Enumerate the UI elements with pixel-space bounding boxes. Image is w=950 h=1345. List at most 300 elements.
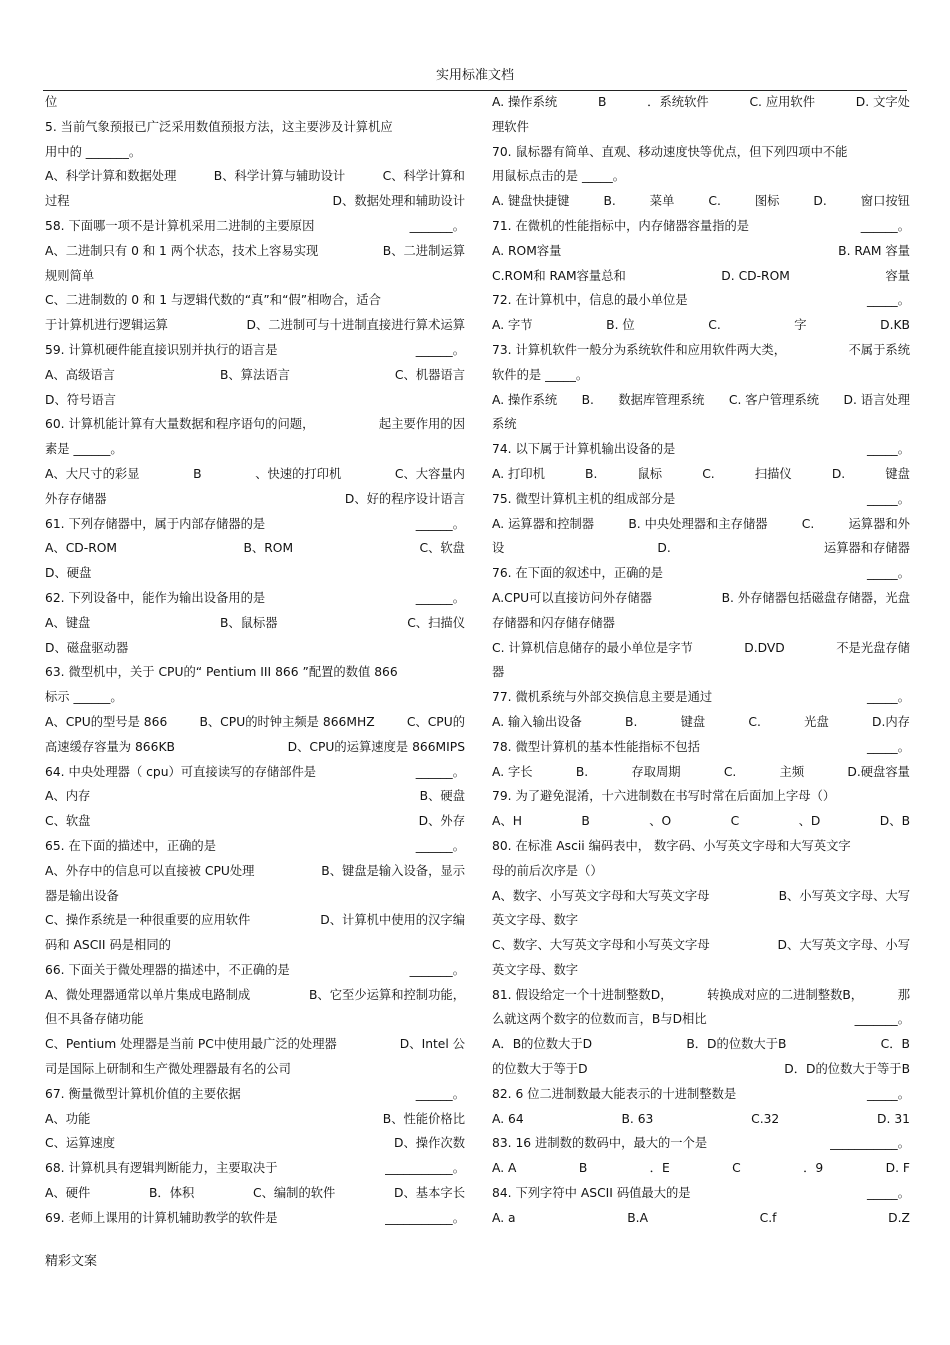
text-line <box>492 983 910 1008</box>
text-segment: _____。 <box>866 690 910 705</box>
text-segment: 存取周期 <box>631 764 681 779</box>
text-line <box>492 611 910 636</box>
text-segment: 过程 <box>45 194 70 209</box>
text-segment: 系统 <box>492 417 517 432</box>
text-segment: 器是输出设备 <box>45 888 119 903</box>
text-segment: 71. 在微机的性能指标中，内存储器容量指的是 <box>492 218 750 233</box>
text-segment: B. 外存储器包括磁盘存储器，光盘 <box>721 590 910 605</box>
text-line <box>492 735 910 760</box>
text-segment: B、二进制运算 <box>382 243 465 258</box>
text-segment: 76. 在下面的叙述中，正确的是 <box>492 566 664 581</box>
text-line <box>492 958 910 983</box>
text-segment: B. <box>581 392 594 407</box>
text-segment: D、基本字长 <box>394 1186 465 1201</box>
text-segment: 69. 老师上课用的计算机辅助教学的软件是 <box>45 1210 278 1225</box>
text-segment: C.ROM和 RAM容量总和 <box>492 268 626 283</box>
left-column <box>45 90 465 1231</box>
text-line <box>45 239 465 264</box>
text-segment: B、算法语言 <box>219 367 290 382</box>
text-segment: 起主要作用的因 <box>378 417 465 432</box>
text-segment: B、它至少运算和控制功能， <box>309 987 465 1002</box>
text-line <box>45 512 465 537</box>
text-segment: 的位数大于等于D <box>492 1062 588 1077</box>
text-segment: 软件的是 _____。 <box>492 367 589 382</box>
text-line <box>492 784 910 809</box>
text-line <box>492 660 910 685</box>
text-line <box>45 586 465 611</box>
text-segment: 但不具备存储功能 <box>45 1012 144 1027</box>
text-line <box>492 189 910 214</box>
text-segment: C、扫描仪 <box>407 615 465 630</box>
text-segment: A、内存 <box>45 789 91 804</box>
text-line <box>45 90 465 115</box>
text-segment: D、外存 <box>418 814 465 829</box>
text-segment: 65. 在下面的描述中，正确的是 <box>45 838 217 853</box>
text-segment: D. 文字处 <box>855 95 910 109</box>
text-line <box>45 1107 465 1132</box>
text-segment: D.内存 <box>871 714 910 729</box>
text-segment: _____。 <box>866 1086 910 1101</box>
text-segment: _____。 <box>866 293 910 308</box>
text-line <box>45 1181 465 1206</box>
text-segment: B、科学计算与辅助设计 <box>213 169 346 184</box>
text-line <box>45 735 465 760</box>
text-line <box>492 115 910 140</box>
text-segment: C. <box>723 764 737 779</box>
text-segment: 77. 微机系统与外部交换信息主要是通过 <box>492 690 713 705</box>
text-line <box>45 388 465 413</box>
text-line <box>492 90 910 115</box>
text-segment: A、外存中的信息可以直接被 CPU处理 <box>45 863 255 878</box>
text-segment: D. 31 <box>877 1111 910 1126</box>
text-line <box>45 908 465 933</box>
text-segment: B. RAM 容量 <box>838 243 910 258</box>
text-segment: 、D <box>798 814 821 829</box>
text-segment: 转换成对应的二进制整数B， <box>707 987 864 1002</box>
text-segment: A、键盘 <box>45 615 91 630</box>
text-line <box>492 536 910 561</box>
text-line <box>492 338 910 363</box>
text-segment: B、小写英文字母、大写 <box>778 888 910 903</box>
text-segment: 窗口按钮 <box>860 194 910 209</box>
text-segment: A、CD-ROM <box>45 541 118 556</box>
text-segment: D.Z <box>888 1210 910 1225</box>
text-segment: B、性能价格比 <box>382 1111 465 1126</box>
text-segment: C．B <box>880 1037 910 1052</box>
text-segment: D、硬盘 <box>45 566 92 581</box>
text-segment: D.DVD <box>744 640 785 655</box>
text-segment: 理软件 <box>492 119 529 134</box>
text-line <box>45 536 465 561</box>
text-segment: C、运算速度 <box>45 1136 116 1151</box>
text-segment: 键盘 <box>885 466 910 481</box>
text-line <box>492 140 910 165</box>
text-segment: D. 语言处理 <box>843 392 910 407</box>
text-segment: D、符号语言 <box>45 392 116 407</box>
text-segment: A、H <box>492 814 522 829</box>
text-segment: A、微处理器通常以单片集成电路制成 <box>45 987 251 1002</box>
text-segment: D、B <box>879 814 910 829</box>
text-line <box>45 933 465 958</box>
text-segment: D. <box>813 194 827 209</box>
text-line <box>492 1181 910 1206</box>
text-segment: ___________。 <box>830 1136 910 1151</box>
text-line <box>492 239 910 264</box>
text-segment: 么就这两个数字的位数而言，B与D相比 <box>492 1012 707 1027</box>
text-segment: C.f <box>759 1210 777 1225</box>
text-segment: A、高级语言 <box>45 367 115 382</box>
text-segment: D. <box>657 541 671 556</box>
text-segment: 位 <box>45 95 58 109</box>
text-line <box>45 1007 465 1032</box>
text-line <box>492 884 910 909</box>
text-segment: _______。 <box>409 962 465 977</box>
text-line <box>492 1082 910 1107</box>
text-segment: 74. 以下属于计算机输出设备的是 <box>492 442 676 457</box>
text-segment: 、快速的打印机 <box>255 466 342 481</box>
text-segment: A. 打印机 <box>492 466 545 481</box>
page-header: 实用标准文档 <box>435 68 514 83</box>
text-segment: D. F <box>885 1161 910 1176</box>
text-segment: B. 位 <box>606 318 635 333</box>
text-segment: ．系统软件 <box>647 95 709 109</box>
text-line <box>45 784 465 809</box>
text-segment: 母的前后次序是（） <box>492 863 603 878</box>
text-segment: 英文字母、数字 <box>492 913 579 928</box>
text-segment: D、计算机中使用的汉字编 <box>320 913 465 928</box>
text-segment: 外存存储器 <box>45 491 107 506</box>
text-segment: 75. 微型计算机主机的组成部分是 <box>492 491 676 506</box>
text-segment: C、操作系统是一种很重要的应用软件 <box>45 913 251 928</box>
text-segment: 光盘 <box>804 714 829 729</box>
text-line <box>45 561 465 586</box>
text-segment: 81. 假设给定一个十进制整数D， <box>492 987 673 1002</box>
text-segment: 63. 微型机中，关于 CPU的“ Pentium III 866 ”配置的数值 866 <box>45 665 398 680</box>
text-segment: 高速缓存容量为 866KB <box>45 739 175 754</box>
text-segment: 用鼠标点击的是 _____。 <box>492 169 626 184</box>
text-segment: C、软盘 <box>419 541 465 556</box>
text-segment: D. CD-ROM <box>721 268 790 283</box>
text-line <box>45 288 465 313</box>
text-segment: ______。 <box>860 218 910 233</box>
text-line <box>492 710 910 735</box>
text-segment: A. 键盘快捷键 <box>492 194 570 209</box>
text-segment: B. 中央处理器和主存储器 <box>628 516 768 531</box>
text-line <box>492 388 910 413</box>
text-segment: D. <box>831 466 846 481</box>
text-segment: D、磁盘驱动器 <box>45 640 129 655</box>
text-line <box>492 164 910 189</box>
text-segment: A、数字、小写英文字母和大写英文字母 <box>492 888 710 903</box>
text-segment: ______。 <box>415 1086 465 1101</box>
text-segment: 83. 16 进制数的数码中，最大的一个是 <box>492 1136 708 1151</box>
text-line <box>45 214 465 239</box>
text-line <box>492 1007 910 1032</box>
text-segment: 那 <box>897 987 910 1002</box>
text-line <box>492 586 910 611</box>
text-segment: D、数据处理和辅助设计 <box>332 194 465 209</box>
text-segment: 用中的 _______。 <box>45 144 142 159</box>
text-line <box>492 1156 910 1181</box>
text-line <box>492 487 910 512</box>
text-line <box>45 487 465 512</box>
text-segment: A.CPU可以直接访问外存储器 <box>492 590 653 605</box>
text-segment: C、Pentium 处理器是当前 PC中使用最广泛的处理器 <box>45 1037 337 1052</box>
text-segment: 键盘 <box>680 714 706 729</box>
text-line <box>492 264 910 289</box>
text-segment: _____。 <box>866 1186 910 1201</box>
text-segment: B．D的位数大于B <box>686 1037 787 1052</box>
text-segment: C、数字、大写英文字母和小写英文字母 <box>492 938 710 953</box>
text-segment: B、CPU的时钟主频是 866MHZ <box>199 714 375 729</box>
text-segment: ___________。 <box>385 1161 465 1176</box>
text-segment: 80. 在标准 Ascii 编码表中， 数字码、小写英文字母和大写英文字 <box>492 838 851 853</box>
text-segment: 66. 下面关于微处理器的描述中，不正确的是 <box>45 962 290 977</box>
text-segment: 68. 计算机具有逻辑判断能力，主要取决于 <box>45 1161 278 1176</box>
text-segment: 字 <box>794 318 807 333</box>
text-segment: ______。 <box>415 590 465 605</box>
text-segment: A. 运算器和控制器 <box>492 516 595 531</box>
text-segment: C、大容量内 <box>394 466 465 481</box>
text-segment: ．E <box>649 1161 670 1176</box>
text-line <box>492 288 910 313</box>
text-segment: 英文字母、数字 <box>492 962 579 977</box>
text-segment: 78. 微型计算机的基本性能指标不包括 <box>492 739 700 754</box>
text-segment: C、机器语言 <box>394 367 465 382</box>
text-line <box>45 437 465 462</box>
text-segment: 62. 下列设备中，能作为输出设备用的是 <box>45 590 266 605</box>
text-segment: A、硬件 <box>45 1186 91 1201</box>
text-segment: A. 字长 <box>492 764 533 779</box>
text-segment: C、编制的软件 <box>252 1186 336 1201</box>
text-segment: ______。 <box>415 764 465 779</box>
text-segment: C.32 <box>751 1111 780 1126</box>
text-line <box>492 809 910 834</box>
text-segment: 存储器和闪存储存储器 <box>492 615 615 630</box>
text-segment: C <box>732 1161 741 1176</box>
text-segment: C、二进制数的 0 和 1 与逻辑代数的“真”和“假”相吻合，适合 <box>45 293 381 308</box>
text-segment: B <box>581 814 590 829</box>
text-segment: C. 应用软件 <box>749 95 816 109</box>
text-segment: B <box>578 1161 588 1176</box>
text-segment: C. <box>708 318 721 333</box>
text-segment: C. 计算机信息储存的最小单位是字节 <box>492 640 693 655</box>
text-segment: 5. 当前气象预报已广泛采用数值预报方法，这主要涉及计算机应 <box>45 119 393 134</box>
text-segment: C <box>730 814 740 829</box>
text-segment: D.KB <box>880 318 910 333</box>
right-column <box>492 90 910 1231</box>
text-segment: B <box>597 95 607 109</box>
text-segment: 79. 为了避免混淆，十六进制数在书写时常在后面加上字母（） <box>492 789 836 804</box>
text-segment: A. A <box>492 1161 517 1176</box>
text-line <box>45 685 465 710</box>
text-segment: 73. 计算机软件一般分为系统软件和应用软件两大类， <box>492 342 786 357</box>
text-segment: D、Intel 公 <box>399 1037 465 1052</box>
text-segment: D、好的程序设计语言 <box>344 491 465 506</box>
text-segment: _____。 <box>866 442 910 457</box>
text-line <box>492 313 910 338</box>
text-line <box>492 561 910 586</box>
text-line <box>45 1131 465 1156</box>
text-segment: 于计算机进行逻辑运算 <box>45 318 168 333</box>
text-line <box>492 908 910 933</box>
text-segment: _____。 <box>866 491 910 506</box>
text-segment: D、操作次数 <box>394 1136 465 1151</box>
text-segment: B. 63 <box>621 1111 654 1126</box>
text-line <box>45 115 465 140</box>
text-segment: 规则简单 <box>45 268 95 283</box>
text-segment: 图标 <box>754 194 780 209</box>
text-line <box>45 412 465 437</box>
text-segment: 码和 ASCII 码是相同的 <box>45 938 171 953</box>
text-segment: 82. 6 位二进制数最大能表示的十进制整数是 <box>492 1086 737 1101</box>
text-line <box>492 462 910 487</box>
text-segment: C. <box>748 714 761 729</box>
text-segment: 运算器和外 <box>848 516 910 531</box>
text-segment: 数据库管理系统 <box>618 392 705 407</box>
text-line <box>492 859 910 884</box>
text-segment: A. 字节 <box>492 318 533 333</box>
text-line <box>45 983 465 1008</box>
text-line <box>45 462 465 487</box>
text-segment: 84. 下列字符中 ASCII 码值最大的是 <box>492 1186 691 1201</box>
text-segment: ______。 <box>415 838 465 853</box>
text-segment: C、软盘 <box>45 814 91 829</box>
text-line <box>492 363 910 388</box>
text-segment: 72. 在计算机中，信息的最小单位是 <box>492 293 688 308</box>
text-segment: B．体积 <box>148 1186 195 1201</box>
text-segment: 设 <box>492 541 505 556</box>
text-segment: D、CPU的运算速度是 866MIPS <box>287 739 465 754</box>
text-segment: 60. 计算机能计算有大量数据和程序语句的问题， <box>45 417 315 432</box>
text-segment: B、鼠标器 <box>219 615 278 630</box>
text-segment: _______。 <box>854 1012 910 1027</box>
text-segment: C. <box>708 194 721 209</box>
text-segment: C. 客户管理系统 <box>728 392 820 407</box>
text-segment: C. <box>702 466 715 481</box>
text-line <box>45 958 465 983</box>
text-segment: 司是国际上研制和生产微处理器最有名的公司 <box>45 1062 291 1077</box>
text-segment: 、O <box>649 814 672 829</box>
text-line <box>492 1057 910 1082</box>
text-line <box>492 933 910 958</box>
text-segment: B. <box>575 764 589 779</box>
text-line <box>45 1032 465 1057</box>
text-segment: 不属于系统 <box>848 342 910 357</box>
text-segment: 不是光盘存储 <box>836 640 910 655</box>
text-segment: B、ROM <box>243 541 294 556</box>
text-segment: B. <box>603 194 616 209</box>
text-line <box>45 710 465 735</box>
text-segment: A、科学计算和数据处理 <box>45 169 177 184</box>
text-line <box>45 264 465 289</box>
text-segment: D．D的位数大于等于B <box>784 1062 910 1077</box>
text-segment: A、CPU的型号是 866 <box>45 714 168 729</box>
text-segment: 58. 下面哪一项不是计算机采用二进制的主要原因 <box>45 218 315 233</box>
text-segment: 菜单 <box>649 194 675 209</box>
text-line <box>45 1082 465 1107</box>
text-segment: A、二进制只有 0 和 1 两个状态，技术上容易实现 <box>45 243 319 258</box>
text-segment: 70. 鼠标器有简单、直观、移动速度快等优点，但下列四项中不能 <box>492 144 848 159</box>
text-line <box>492 214 910 239</box>
text-line <box>492 760 910 785</box>
text-segment: 61. 下列存储器中，属于内部存储器的是 <box>45 516 266 531</box>
text-segment: D.硬盘容量 <box>847 764 910 779</box>
text-segment: 器 <box>492 665 505 680</box>
text-line <box>45 1057 465 1082</box>
text-line <box>492 437 910 462</box>
text-segment: B <box>193 466 202 481</box>
text-segment: A. a <box>492 1210 516 1225</box>
text-line <box>492 1107 910 1132</box>
text-segment: 素是 ______。 <box>45 442 123 457</box>
text-segment: 容量 <box>885 268 910 283</box>
text-line <box>45 760 465 785</box>
text-segment: 59. 计算机硬件能直接识别并执行的语言是 <box>45 342 278 357</box>
text-line <box>492 834 910 859</box>
text-segment: B. <box>625 714 638 729</box>
text-segment: ______。 <box>415 342 465 357</box>
text-segment: 鼠标 <box>637 466 663 481</box>
text-line <box>45 1156 465 1181</box>
text-segment: _______。 <box>409 218 465 233</box>
text-segment: A、大尺寸的彩显 <box>45 466 140 481</box>
text-line <box>492 412 910 437</box>
text-line <box>45 660 465 685</box>
text-line <box>45 636 465 661</box>
text-segment: 标示 ______。 <box>45 690 123 705</box>
text-segment: 64. 中央处理器（ cpu）可直接读写的存储部件是 <box>45 764 317 779</box>
text-segment: A. 64 <box>492 1111 524 1126</box>
text-line <box>45 189 465 214</box>
text-line <box>45 1206 465 1231</box>
text-segment: A. 操作系统 <box>492 392 558 407</box>
text-line <box>492 512 910 537</box>
text-line <box>45 611 465 636</box>
text-line <box>45 884 465 909</box>
text-segment: A. 操作系统 <box>492 95 558 109</box>
text-line <box>45 140 465 165</box>
text-segment: 扫描仪 <box>754 466 792 481</box>
text-line <box>45 313 465 338</box>
text-line <box>45 363 465 388</box>
text-segment: ______。 <box>415 516 465 531</box>
text-segment: B.A <box>627 1210 648 1225</box>
text-segment: B、硬盘 <box>419 789 465 804</box>
text-line <box>45 859 465 884</box>
text-segment: 主频 <box>779 764 805 779</box>
text-segment: C. <box>801 516 815 531</box>
text-segment: B、键盘是输入设备，显示 <box>321 863 465 878</box>
text-line <box>45 834 465 859</box>
text-segment: A. 输入输出设备 <box>492 714 582 729</box>
text-segment: B. <box>585 466 598 481</box>
text-line <box>492 1032 910 1057</box>
text-line <box>45 338 465 363</box>
text-line <box>492 685 910 710</box>
text-segment: C、CPU的 <box>406 714 465 729</box>
text-segment: D、二进制可与十进制直接进行算术运算 <box>246 318 465 333</box>
text-segment: ．9 <box>803 1161 824 1176</box>
page-footer: 精彩文案 <box>45 1254 98 1269</box>
text-segment: 67. 衡量微型计算机价值的主要依据 <box>45 1086 241 1101</box>
text-segment: A、功能 <box>45 1111 91 1126</box>
text-segment: C、科学计算和 <box>382 169 465 184</box>
text-segment: ___________。 <box>385 1210 465 1225</box>
text-line <box>492 1131 910 1156</box>
text-line <box>45 809 465 834</box>
text-line <box>45 164 465 189</box>
